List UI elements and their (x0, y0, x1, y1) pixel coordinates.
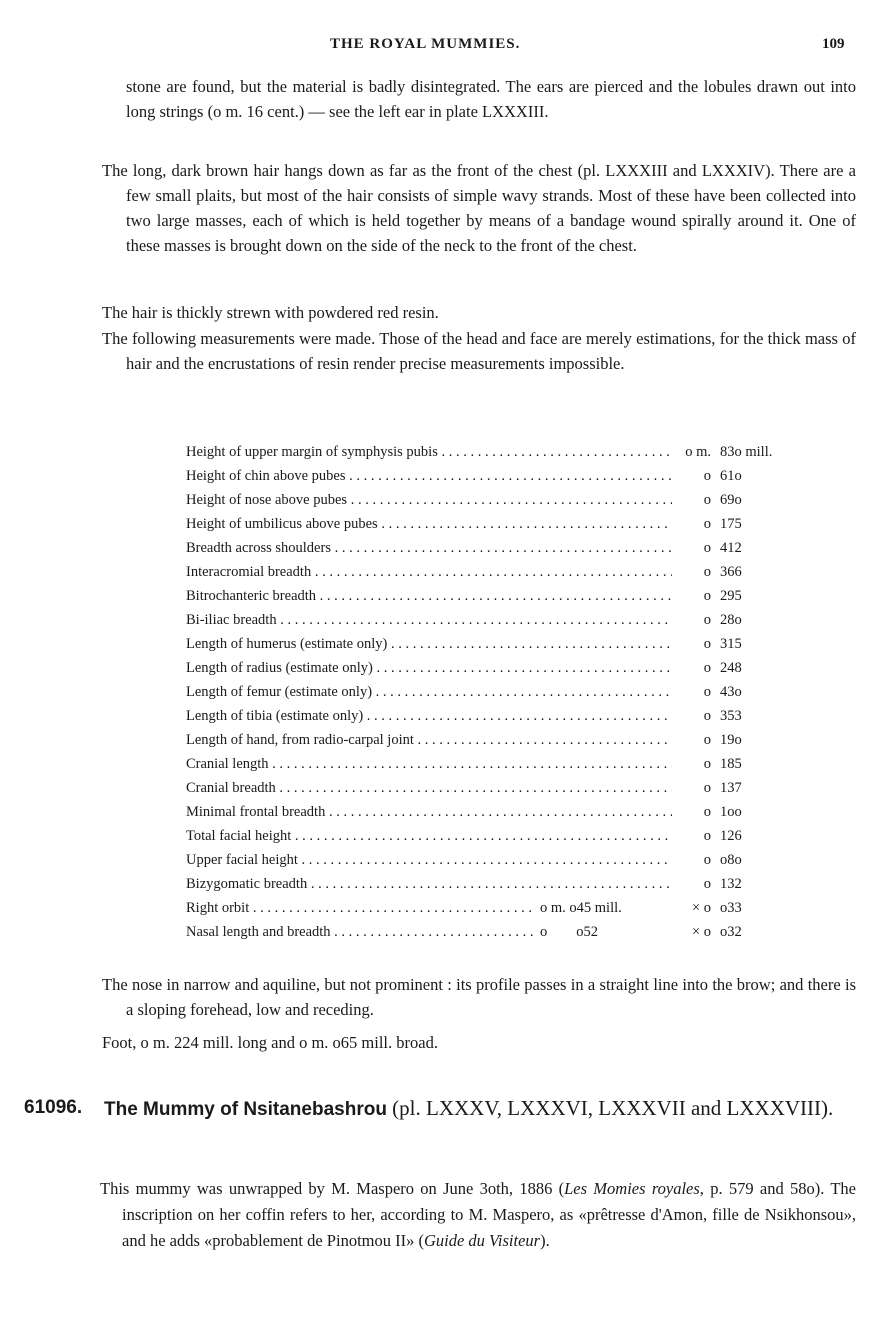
measurement-lead: o (678, 848, 711, 872)
measurement-row (186, 824, 826, 848)
measurement-row (186, 848, 826, 872)
measurement-label: Height of chin above pubes . . . (186, 464, 672, 488)
measurement-lead: o (678, 872, 711, 896)
measurement-lead: o (678, 680, 711, 704)
measurement-value: 295 (720, 588, 742, 604)
measurement-lead: o (678, 752, 711, 776)
measurement-row (186, 488, 826, 512)
measurement-row (186, 656, 826, 680)
measurement-row (186, 632, 826, 656)
measurement-value: 61o (720, 468, 742, 484)
measurement-lead: × o (670, 920, 711, 944)
measurement-lead: o (678, 704, 711, 728)
measurement-lead: o (678, 776, 711, 800)
measurement-value: o32 (720, 924, 742, 940)
measurement-row (186, 728, 826, 752)
measurement-label: Height of nose above pubes . . . (186, 488, 672, 512)
entry-title-plates: (pl. LXXXV, LXXXVI, LXXXVII and LXXXVIII). (386, 1096, 834, 1120)
paragraph-nose: The nose in narrow and aquiline, but not prominent : its profile passes in a straight line into the brow; and there is a sloping forehead, low and receding. (102, 975, 856, 1019)
measurement-lead: o (678, 728, 711, 752)
measurement-lead: o (678, 536, 711, 560)
measurement-row (186, 776, 826, 800)
citation-les-momies-royales: Les Momies royales (564, 1179, 700, 1198)
paragraph-measurements-intro: The following measurements were made. Those of the head and face are merely estimations, for the thick mass of hair and the encrustations of resin render precise measurements impossible. (102, 329, 856, 373)
measurement-label: Upper facial height . . . (186, 848, 672, 872)
measurement-value: 185 (720, 756, 742, 772)
measurement-value: 1oo (720, 804, 742, 820)
measurement-row (186, 536, 826, 560)
measurement-lead: o (678, 608, 711, 632)
measurement-label: Length of hand, from radio-carpal joint . . . (186, 728, 672, 752)
unwrapping-text-b: , p. 579 and 58o). The inscription on her coffin refers to her, according to M. Maspero, as «prêtresse d'Amon, fille de Nsikhonsou», and he adds «probablement de Pinotmou II» ( (122, 1179, 856, 1250)
measurement-lead: o (678, 824, 711, 848)
measurement-lead: o (678, 560, 711, 584)
measurement-value: 28o (720, 612, 742, 628)
paragraph-foot: Foot, o m. 224 mill. long and o m. o65 mill. broad. (102, 1033, 438, 1052)
running-head (0, 36, 878, 58)
measurement-label: Nasal length and breadth . . . (186, 920, 536, 944)
unwrapping-text-c: ). (540, 1231, 550, 1250)
measurement-label: Length of humerus (estimate only) . . . (186, 632, 672, 656)
paragraph-hair: The long, dark brown hair hangs down as far as the front of the chest (pl. LXXXIII and LXXXIV). There are a few small plaits, but most of the hair consists of simple wavy strands. Most of these have been collected into two large masses, each of which is held together by means of a bandage wound spirally around it. One of these masses is brought down on the side of the neck to the front of the chest. (102, 161, 856, 255)
measurement-lead: o (678, 632, 711, 656)
unwrapping-text-a: This mummy was unwrapped by M. Maspero on June 3oth, 1886 ( (100, 1179, 565, 1198)
measurement-row (186, 896, 826, 920)
measurement-value: 175 (720, 516, 742, 532)
measurement-lead: × o (670, 896, 711, 920)
citation-guide-du-visiteur: Guide du Visiteur (423, 1231, 541, 1250)
measurement-value: 69o (720, 492, 742, 508)
measurement-label: Breadth across shoulders . . . (186, 536, 672, 560)
measurement-value: 315 (720, 636, 742, 652)
measurement-label: Cranial length . . . (186, 752, 672, 776)
running-title: THE ROYAL MUMMIES. (330, 36, 521, 52)
measurement-value: 19o (720, 732, 742, 748)
measurement-label: Length of femur (estimate only) . . . (186, 680, 672, 704)
measurement-label: Minimal frontal breadth . . . (186, 800, 672, 824)
measurement-lead: o (678, 488, 711, 512)
measurement-lead: o (678, 512, 711, 536)
measurement-label: Length of radius (estimate only) . . . (186, 656, 672, 680)
measurement-row (186, 800, 826, 824)
measurement-lead: o (678, 584, 711, 608)
measurement-value: 412 (720, 540, 742, 556)
measurement-row (186, 512, 826, 536)
measurement-label: Bizygomatic breadth . . . (186, 872, 672, 896)
measurement-lead: o (678, 800, 711, 824)
measurement-label: Height of upper margin of symphysis pubis . . . (186, 440, 672, 464)
measurement-mid: o o52 (540, 920, 696, 944)
measurement-label: Length of tibia (estimate only) . . . (186, 704, 672, 728)
paragraph-ears: stone are found, but the material is badly disintegrated. The ears are pierced and the lobules drawn out into long strings (o m. 16 cent.) — see the left ear in plate LXXXIII. (126, 77, 856, 121)
measurement-row (186, 704, 826, 728)
measurement-row (186, 464, 826, 488)
measurement-mid: o m. o45 mill. (540, 896, 696, 920)
measurement-value: o8o (720, 852, 742, 868)
measurement-lead: o (678, 464, 711, 488)
measurement-value: 353 (720, 708, 742, 724)
measurement-value: 248 (720, 660, 742, 676)
entry-number: 61096. (24, 1097, 83, 1118)
measurement-value: 126 (720, 828, 742, 844)
measurement-value: 43o (720, 684, 742, 700)
measurement-label: Bi-iliac breadth . . . (186, 608, 672, 632)
measurement-lead: o m. (678, 440, 711, 464)
entry-title-name: The Mummy of Nsitanebashrou (104, 1099, 387, 1120)
measurement-value: 83o mill. (720, 444, 773, 460)
paragraph-unwrapping (100, 1176, 856, 1254)
measurement-label: Total facial height . . . (186, 824, 672, 848)
measurements-table (186, 440, 826, 944)
measurement-value: 132 (720, 876, 742, 892)
measurement-value: 366 (720, 564, 742, 580)
measurement-lead: o (678, 656, 711, 680)
measurement-row (186, 608, 826, 632)
measurement-row (186, 560, 826, 584)
measurement-label: Height of umbilicus above pubes . . . (186, 512, 672, 536)
measurement-label: Bitrochanteric breadth . . . (186, 584, 672, 608)
measurement-value: 137 (720, 780, 742, 796)
entry-title (104, 1092, 860, 1126)
measurement-row (186, 584, 826, 608)
measurement-label: Interacromial breadth . . . (186, 560, 672, 584)
measurement-label: Cranial breadth . . . (186, 776, 672, 800)
measurement-row (186, 440, 826, 464)
measurement-row (186, 872, 826, 896)
measurement-value: o33 (720, 900, 742, 916)
measurement-row (186, 680, 826, 704)
paragraph-resin: The hair is thickly strewn with powdered red resin. (102, 303, 439, 322)
measurement-row (186, 920, 826, 944)
measurement-row (186, 752, 826, 776)
measurement-label: Right orbit . . . (186, 896, 536, 920)
page-number: 109 (822, 36, 845, 52)
